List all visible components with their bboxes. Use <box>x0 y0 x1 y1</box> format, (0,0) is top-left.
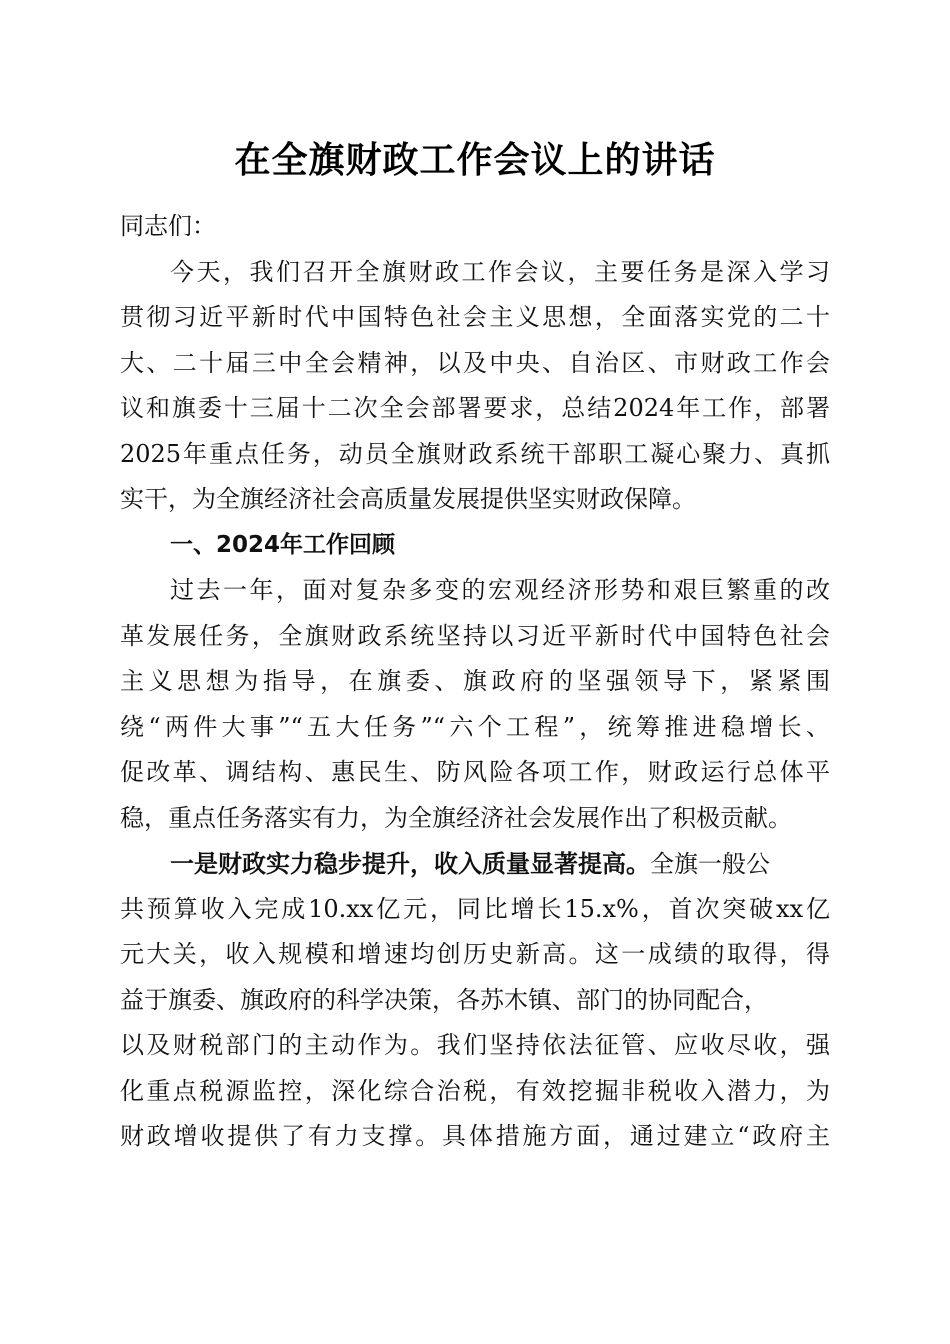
point-lead-bold: 一是财政实力稳步提升，收入质量显著提高。 <box>170 849 650 878</box>
paragraph-line: 主义思想为指导，在旗委、旗政府的坚强领导下，紧紧围 <box>120 667 830 695</box>
paragraph-line: 革发展任务，全旗财政系统坚持以习近平新时代中国特色社会 <box>120 621 830 650</box>
document-title: 在全旗财政工作会议上的讲话 <box>234 139 716 181</box>
paragraph-line: 共预算收入完成10.xx亿元，同比增长15.x%，首次突破xx亿 <box>120 894 830 923</box>
paragraph-line: 以及财税部门的主动作为。我们坚持依法征管、应收尽收，强 <box>120 1031 830 1059</box>
paragraph-line: 促改革、调结构、惠民生、防风险各项工作，财政运行总体平 <box>120 758 830 786</box>
paragraph-line: 稳，重点任务落实有力，为全旗经济社会发展作出了积极贡献。 <box>120 803 792 832</box>
paragraph-line: 实干，为全旗经济社会高质量发展提供坚实财政保障。 <box>120 485 696 513</box>
paragraph-line: 元大关，收入规模和增速均创历史新高。这一成绩的取得，得 <box>120 940 830 968</box>
paragraph-line: 化重点税源监控，深化综合治税，有效挖掘非税收入潜力，为 <box>120 1076 830 1105</box>
paragraph-line: 绕“两件大事”“五大任务”“六个工程”，统筹推进稳增长、 <box>120 712 830 741</box>
paragraph-line: 议和旗委十三届十二次全会部署要求，总结2024年工作，部署 <box>120 394 830 422</box>
paragraph-line: 益于旗委、旗政府的科学决策，各苏木镇、部门的协同配合， <box>120 985 768 1014</box>
paragraph-line: 财政增收提供了有力支撑。具体措施方面，通过建立“政府主 <box>120 1122 830 1150</box>
point-lead-rest: 全旗一般公 <box>650 850 770 878</box>
paragraph-line: 2025年重点任务，动员全旗财政系统干部职工凝心聚力、真抓 <box>120 439 830 468</box>
paragraph-line: 贯彻习近平新时代中国特色社会主义思想，全面落实党的二十 <box>120 303 830 331</box>
salutation: 同志们： <box>120 212 216 240</box>
point-lead-line <box>120 841 830 887</box>
paragraph-line: 过去一年，面对复杂多变的宏观经济形势和艰巨繁重的改 <box>170 576 830 604</box>
document-body <box>120 204 830 1160</box>
paragraph-line: 今天，我们召开全旗财政工作会议，主要任务是深入学习 <box>170 257 830 286</box>
section-heading: 一、2024年工作回顾 <box>170 531 396 558</box>
paragraph-line: 大、二十届三中全会精神，以及中央、自治区、市财政工作会 <box>120 348 830 377</box>
